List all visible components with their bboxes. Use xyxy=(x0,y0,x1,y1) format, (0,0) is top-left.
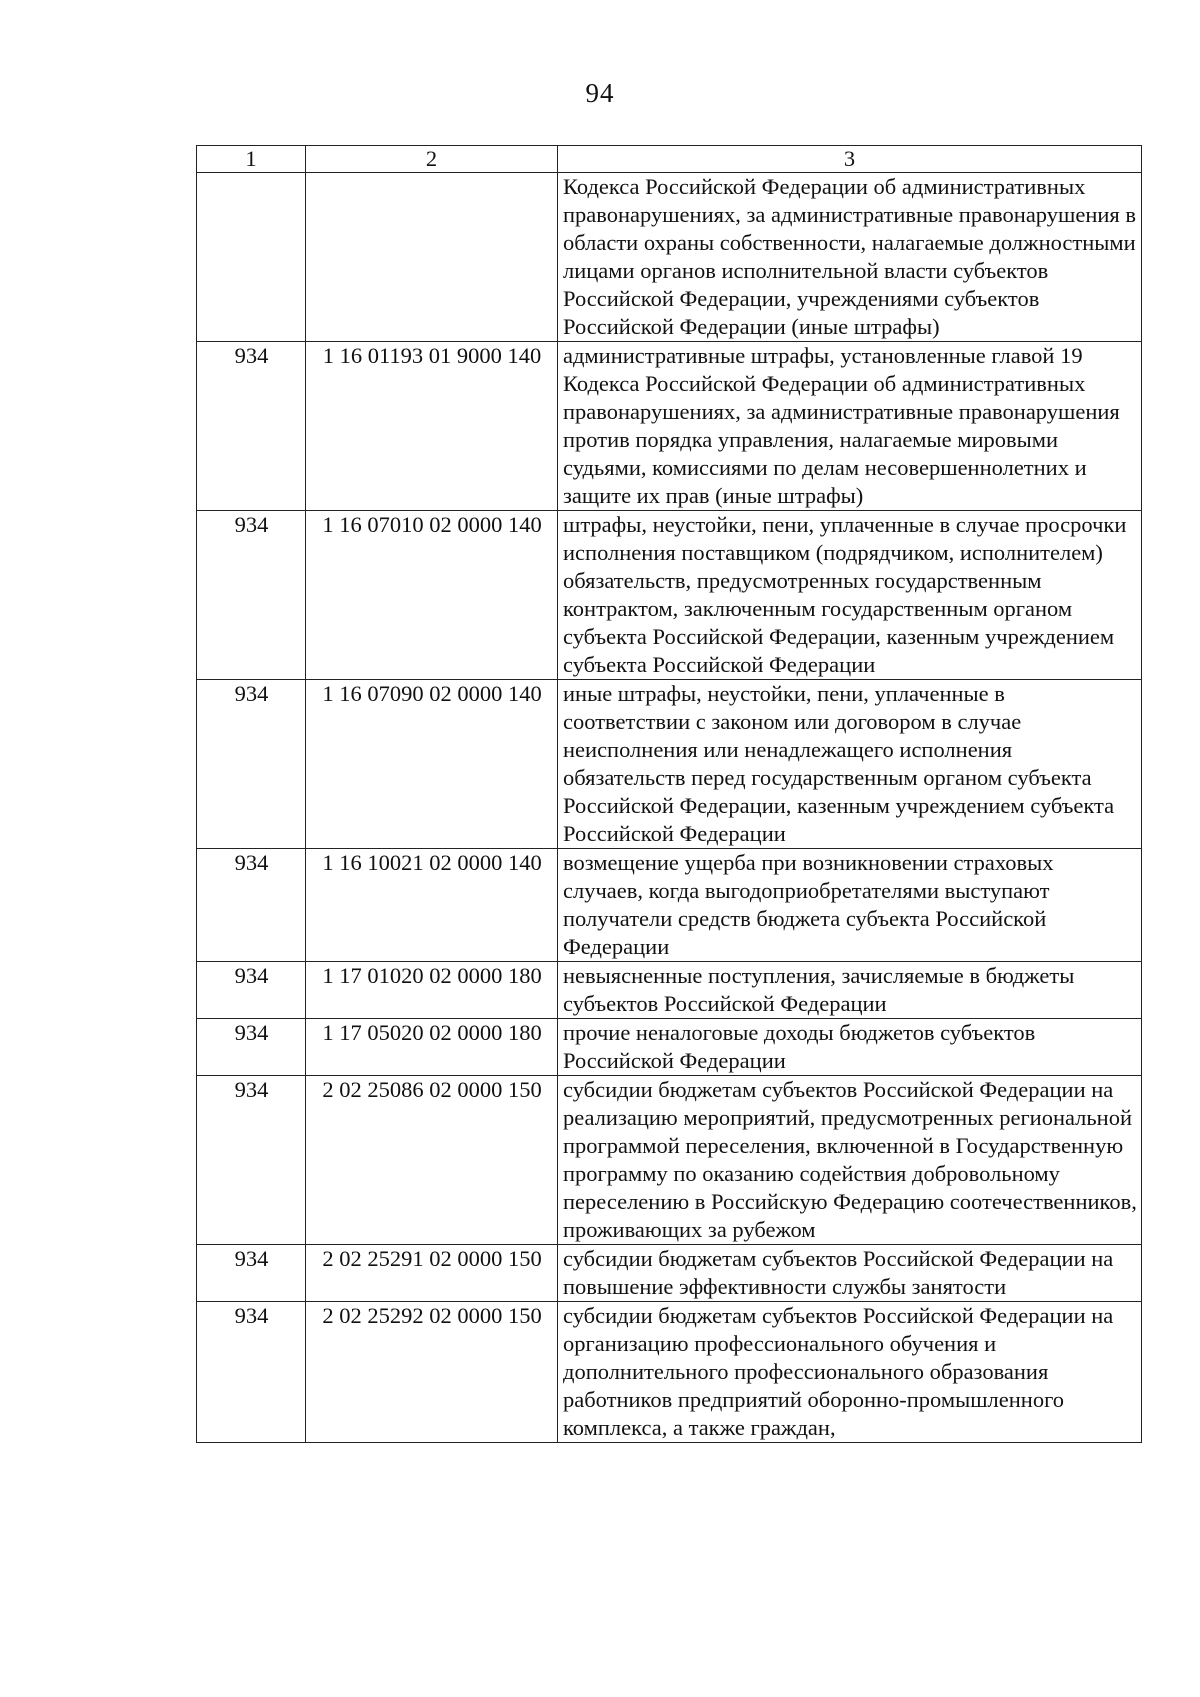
description-cell: возмещение ущерба при возникновении страховых случаев, когда выгодоприобретателями выступают получатели средств бюджета субъекта Российской Федерации xyxy=(558,849,1142,962)
budget-code-cell xyxy=(306,173,558,342)
budget-code-cell: 1 17 05020 02 0000 180 xyxy=(306,1019,558,1076)
description-cell: субсидии бюджетам субъектов Российской Федерации на организацию профессионального обучения и дополнительного профессионального образования работников предприятий оборонно-промышленного комплекса, а также граждан, xyxy=(558,1302,1142,1443)
table-row xyxy=(197,1076,1142,1245)
table-row xyxy=(197,173,1142,342)
description-cell: прочие неналоговые доходы бюджетов субъектов Российской Федерации xyxy=(558,1019,1142,1076)
description-cell: иные штрафы, неустойки, пени, уплаченные в соответствии с законом или договором в случае неисполнения или ненадлежащего исполнения обязательств перед государственным органом субъекта Российской Федерации, казенным учреждением субъекта Российской Федерации xyxy=(558,680,1142,849)
admin-code-cell: 934 xyxy=(197,849,306,962)
table-row xyxy=(197,342,1142,511)
table-row xyxy=(197,680,1142,849)
admin-code-cell: 934 xyxy=(197,962,306,1019)
description-cell: субсидии бюджетам субъектов Российской Федерации на реализацию мероприятий, предусмотренных региональной программой переселения, включенной в Государственную программу по оказанию содействия добровольному переселению в Российскую Федерацию соотечественников, проживающих за рубежом xyxy=(558,1076,1142,1245)
column-header-1: 1 xyxy=(197,146,306,173)
budget-code-cell: 1 16 01193 01 9000 140 xyxy=(306,342,558,511)
page-number: 94 xyxy=(585,78,615,108)
description-cell: штрафы, неустойки, пени, уплаченные в случае просрочки исполнения поставщиком (подрядчиком, исполнителем) обязательств, предусмотренных государственным контрактом, заключенным государственным органом субъекта Российской Федерации, казенным учреждением субъекта Российской Федерации xyxy=(558,511,1142,680)
admin-code-cell: 934 xyxy=(197,1019,306,1076)
description-cell: Кодекса Российской Федерации об административных правонарушениях, за административные правонарушения в области охраны собственности, налагаемые должностными лицами органов исполнительной власти субъектов Российской Федерации, учреждениями субъектов Российской Федерации (иные штрафы) xyxy=(558,173,1142,342)
column-header-3: 3 xyxy=(558,146,1142,173)
budget-code-cell: 1 16 10021 02 0000 140 xyxy=(306,849,558,962)
budget-code-cell: 2 02 25086 02 0000 150 xyxy=(306,1076,558,1245)
admin-code-cell: 934 xyxy=(197,680,306,849)
admin-code-cell: 934 xyxy=(197,1302,306,1443)
table-row xyxy=(197,849,1142,962)
budget-code-cell: 1 17 01020 02 0000 180 xyxy=(306,962,558,1019)
budget-code-cell: 1 16 07090 02 0000 140 xyxy=(306,680,558,849)
description-cell: административные штрафы, установленные главой 19 Кодекса Российской Федерации об административных правонарушениях, за административные правонарушения против порядка управления, налагаемые мировыми судьями, комиссиями по делам несовершеннолетних и защите их прав (иные штрафы) xyxy=(558,342,1142,511)
column-header-2: 2 xyxy=(306,146,558,173)
budget-code-cell: 1 16 07010 02 0000 140 xyxy=(306,511,558,680)
admin-code-cell: 934 xyxy=(197,1076,306,1245)
table-row xyxy=(197,511,1142,680)
budget-code-cell: 2 02 25291 02 0000 150 xyxy=(306,1245,558,1302)
description-cell: невыясненные поступления, зачисляемые в бюджеты субъектов Российской Федерации xyxy=(558,962,1142,1019)
admin-code-cell: 934 xyxy=(197,342,306,511)
admin-code-cell: 934 xyxy=(197,511,306,680)
table-row xyxy=(197,1245,1142,1302)
table-row xyxy=(197,1019,1142,1076)
table-row xyxy=(197,962,1142,1019)
table-header-row xyxy=(197,146,1142,173)
budget-code-cell: 2 02 25292 02 0000 150 xyxy=(306,1302,558,1443)
table-row xyxy=(197,1302,1142,1443)
admin-code-cell: 934 xyxy=(197,1245,306,1302)
admin-code-cell xyxy=(197,173,306,342)
description-cell: субсидии бюджетам субъектов Российской Федерации на повышение эффективности службы занятости xyxy=(558,1245,1142,1302)
budget-table xyxy=(196,145,1142,1443)
